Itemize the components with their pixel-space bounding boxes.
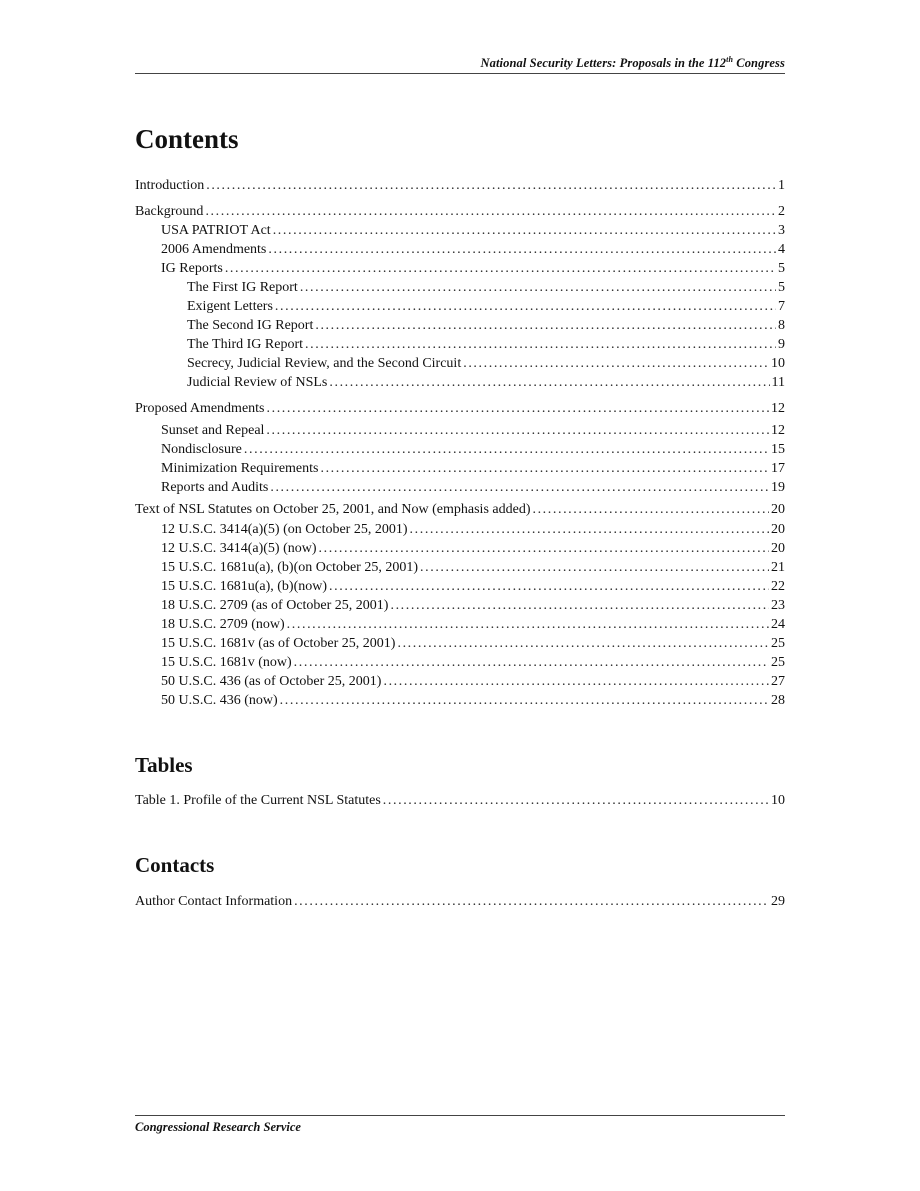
toc-entry[interactable] <box>135 440 785 459</box>
toc-entry-page-number: 23 <box>771 598 785 613</box>
toc-entry[interactable] <box>135 596 785 615</box>
toc-entry-page-number: 20 <box>771 541 785 556</box>
toc-entry[interactable] <box>135 892 785 911</box>
toc-dot-leader <box>532 500 769 519</box>
toc-entry[interactable] <box>135 421 785 440</box>
toc-dot-leader <box>266 421 769 440</box>
toc-entry-title: Author Contact Information <box>135 894 293 909</box>
toc-entry-page-number: 2 <box>778 204 785 219</box>
toc-entry[interactable] <box>135 791 785 810</box>
toc-entry-page-number: 27 <box>771 674 785 689</box>
toc-entry-title: Introduction <box>135 178 205 193</box>
toc-entry[interactable] <box>135 316 785 335</box>
toc-dot-leader <box>294 892 769 911</box>
toc-entry[interactable] <box>135 240 785 259</box>
toc-dot-leader <box>300 278 776 297</box>
toc-dot-leader <box>225 259 776 278</box>
toc-entry-page-number: 20 <box>771 522 785 537</box>
toc-entry-page-number: 12 <box>771 401 785 416</box>
running-header-superscript: th <box>726 54 734 64</box>
toc-entry-page-number: 22 <box>771 579 785 594</box>
toc-entry-page-number: 12 <box>771 423 785 438</box>
toc-entry[interactable] <box>135 373 785 392</box>
running-header <box>135 56 785 71</box>
toc-entry-title: The Third IG Report <box>187 337 303 352</box>
toc-dot-leader <box>329 577 769 596</box>
toc-entry[interactable] <box>135 459 785 478</box>
toc-entry-page-number: 1 <box>778 178 785 193</box>
toc-entry[interactable] <box>135 577 785 596</box>
toc-entry-page-number: 10 <box>771 356 785 371</box>
toc-entry-title: 15 U.S.C. 1681u(a), (b)(on October 25, 2001) <box>161 560 419 575</box>
contacts-heading: Contacts <box>135 853 215 877</box>
toc-entry-title: Nondisclosure <box>161 442 242 457</box>
toc-entry[interactable] <box>135 335 785 354</box>
toc-dot-leader <box>315 316 776 335</box>
toc-entry-title: Reports and Audits <box>161 480 269 495</box>
toc-entry-page-number: 5 <box>778 280 785 295</box>
toc-entry-title: 12 U.S.C. 3414(a)(5) (now) <box>161 541 317 556</box>
toc-dot-leader <box>320 459 769 478</box>
running-header-title: National Security Letters: Proposals in the 112 <box>480 56 727 70</box>
toc-entry-page-number: 7 <box>778 299 785 314</box>
toc-entry-page-number: 24 <box>771 617 785 632</box>
toc-dot-leader <box>397 634 769 653</box>
toc-entry-page-number: 9 <box>778 337 785 352</box>
toc-dot-leader <box>270 478 769 497</box>
header-rule <box>135 73 785 74</box>
toc-entry[interactable] <box>135 259 785 278</box>
toc-entry-title: The First IG Report <box>187 280 298 295</box>
toc-entry-page-number: 29 <box>771 894 785 909</box>
toc-entry-page-number: 11 <box>771 375 785 390</box>
toc-entry[interactable] <box>135 520 785 539</box>
toc-dot-leader <box>383 672 769 691</box>
toc-dot-leader <box>205 202 776 221</box>
toc-dot-leader <box>287 615 769 634</box>
toc-entry-page-number: 10 <box>771 793 785 808</box>
toc-entry[interactable] <box>135 354 785 373</box>
toc-entry[interactable] <box>135 278 785 297</box>
toc-dot-leader <box>390 596 769 615</box>
contacts-toc-list <box>135 892 785 912</box>
toc-entry-page-number: 25 <box>771 636 785 651</box>
toc-entry[interactable] <box>135 500 785 519</box>
toc-entry[interactable] <box>135 672 785 691</box>
toc-entry-title: USA PATRIOT Act <box>161 223 271 238</box>
toc-dot-leader <box>244 440 769 459</box>
toc-entry-title: 18 U.S.C. 2709 (as of October 25, 2001) <box>161 598 389 613</box>
toc-entry[interactable] <box>135 202 785 221</box>
toc-entry-title: 2006 Amendments <box>161 242 267 257</box>
toc-entry-title: Secrecy, Judicial Review, and the Second Circuit <box>187 356 462 371</box>
toc-entry-page-number: 28 <box>771 693 785 708</box>
toc-entry[interactable] <box>135 653 785 672</box>
toc-entry[interactable] <box>135 176 785 195</box>
toc-dot-leader <box>305 335 776 354</box>
toc-entry-title: Minimization Requirements <box>161 461 319 476</box>
toc-dot-leader <box>463 354 769 373</box>
tables-toc-list <box>135 791 785 811</box>
contents-heading: Contents <box>135 124 239 154</box>
toc-entry-title: 15 U.S.C. 1681v (as of October 25, 2001) <box>161 636 396 651</box>
toc-entry-title: Judicial Review of NSLs <box>187 375 328 390</box>
toc-dot-leader <box>273 221 776 240</box>
toc-entry[interactable] <box>135 615 785 634</box>
toc-entry-page-number: 21 <box>771 560 785 575</box>
toc-dot-leader <box>329 373 769 392</box>
toc-entry[interactable] <box>135 634 785 653</box>
toc-entry-page-number: 8 <box>778 318 785 333</box>
toc-dot-leader <box>206 176 776 195</box>
toc-entry[interactable] <box>135 399 785 418</box>
toc-dot-leader <box>383 791 769 810</box>
toc-dot-leader <box>319 539 769 558</box>
contents-toc-list <box>135 176 785 716</box>
toc-dot-leader <box>294 653 769 672</box>
toc-entry-title: 50 U.S.C. 436 (as of October 25, 2001) <box>161 674 382 689</box>
running-header-suffix: Congress <box>733 56 785 70</box>
toc-dot-leader <box>420 558 769 577</box>
toc-entry-page-number: 5 <box>778 261 785 276</box>
toc-entry[interactable] <box>135 539 785 558</box>
toc-entry-title: The Second IG Report <box>187 318 314 333</box>
toc-entry-title: 50 U.S.C. 436 (now) <box>161 693 278 708</box>
toc-entry-title: Exigent Letters <box>187 299 273 314</box>
toc-dot-leader <box>275 297 776 316</box>
page-footer: Congressional Research Service <box>135 1120 301 1134</box>
tables-heading: Tables <box>135 753 193 777</box>
toc-entry-title: Sunset and Repeal <box>161 423 265 438</box>
toc-entry-title: Proposed Amendments <box>135 401 265 416</box>
toc-entry-page-number: 3 <box>778 223 785 238</box>
toc-entry-page-number: 15 <box>771 442 785 457</box>
toc-entry-page-number: 20 <box>771 502 785 517</box>
toc-entry[interactable] <box>135 478 785 497</box>
toc-entry-title: 12 U.S.C. 3414(a)(5) (on October 25, 2001) <box>161 522 408 537</box>
toc-entry-title: Background <box>135 204 204 219</box>
toc-dot-leader <box>280 691 769 710</box>
toc-entry[interactable] <box>135 691 785 710</box>
toc-dot-leader <box>267 399 770 418</box>
toc-entry[interactable] <box>135 221 785 240</box>
toc-entry-title: Table 1. Profile of the Current NSL Statutes <box>135 793 381 808</box>
toc-entry-title: Text of NSL Statutes on October 25, 2001, and Now (emphasis added) <box>135 502 531 517</box>
toc-entry-title: 18 U.S.C. 2709 (now) <box>161 617 285 632</box>
toc-entry-title: 15 U.S.C. 1681v (now) <box>161 655 292 670</box>
toc-dot-leader <box>268 240 776 259</box>
footer-rule <box>135 1115 785 1116</box>
toc-entry-page-number: 25 <box>771 655 785 670</box>
toc-dot-leader <box>410 520 769 539</box>
toc-entry[interactable] <box>135 297 785 316</box>
toc-entry-page-number: 17 <box>771 461 785 476</box>
toc-entry-page-number: 4 <box>778 242 785 257</box>
toc-entry-title: 15 U.S.C. 1681u(a), (b)(now) <box>161 579 328 594</box>
toc-entry[interactable] <box>135 558 785 577</box>
toc-entry-page-number: 19 <box>771 480 785 495</box>
toc-entry-title: IG Reports <box>161 261 223 276</box>
